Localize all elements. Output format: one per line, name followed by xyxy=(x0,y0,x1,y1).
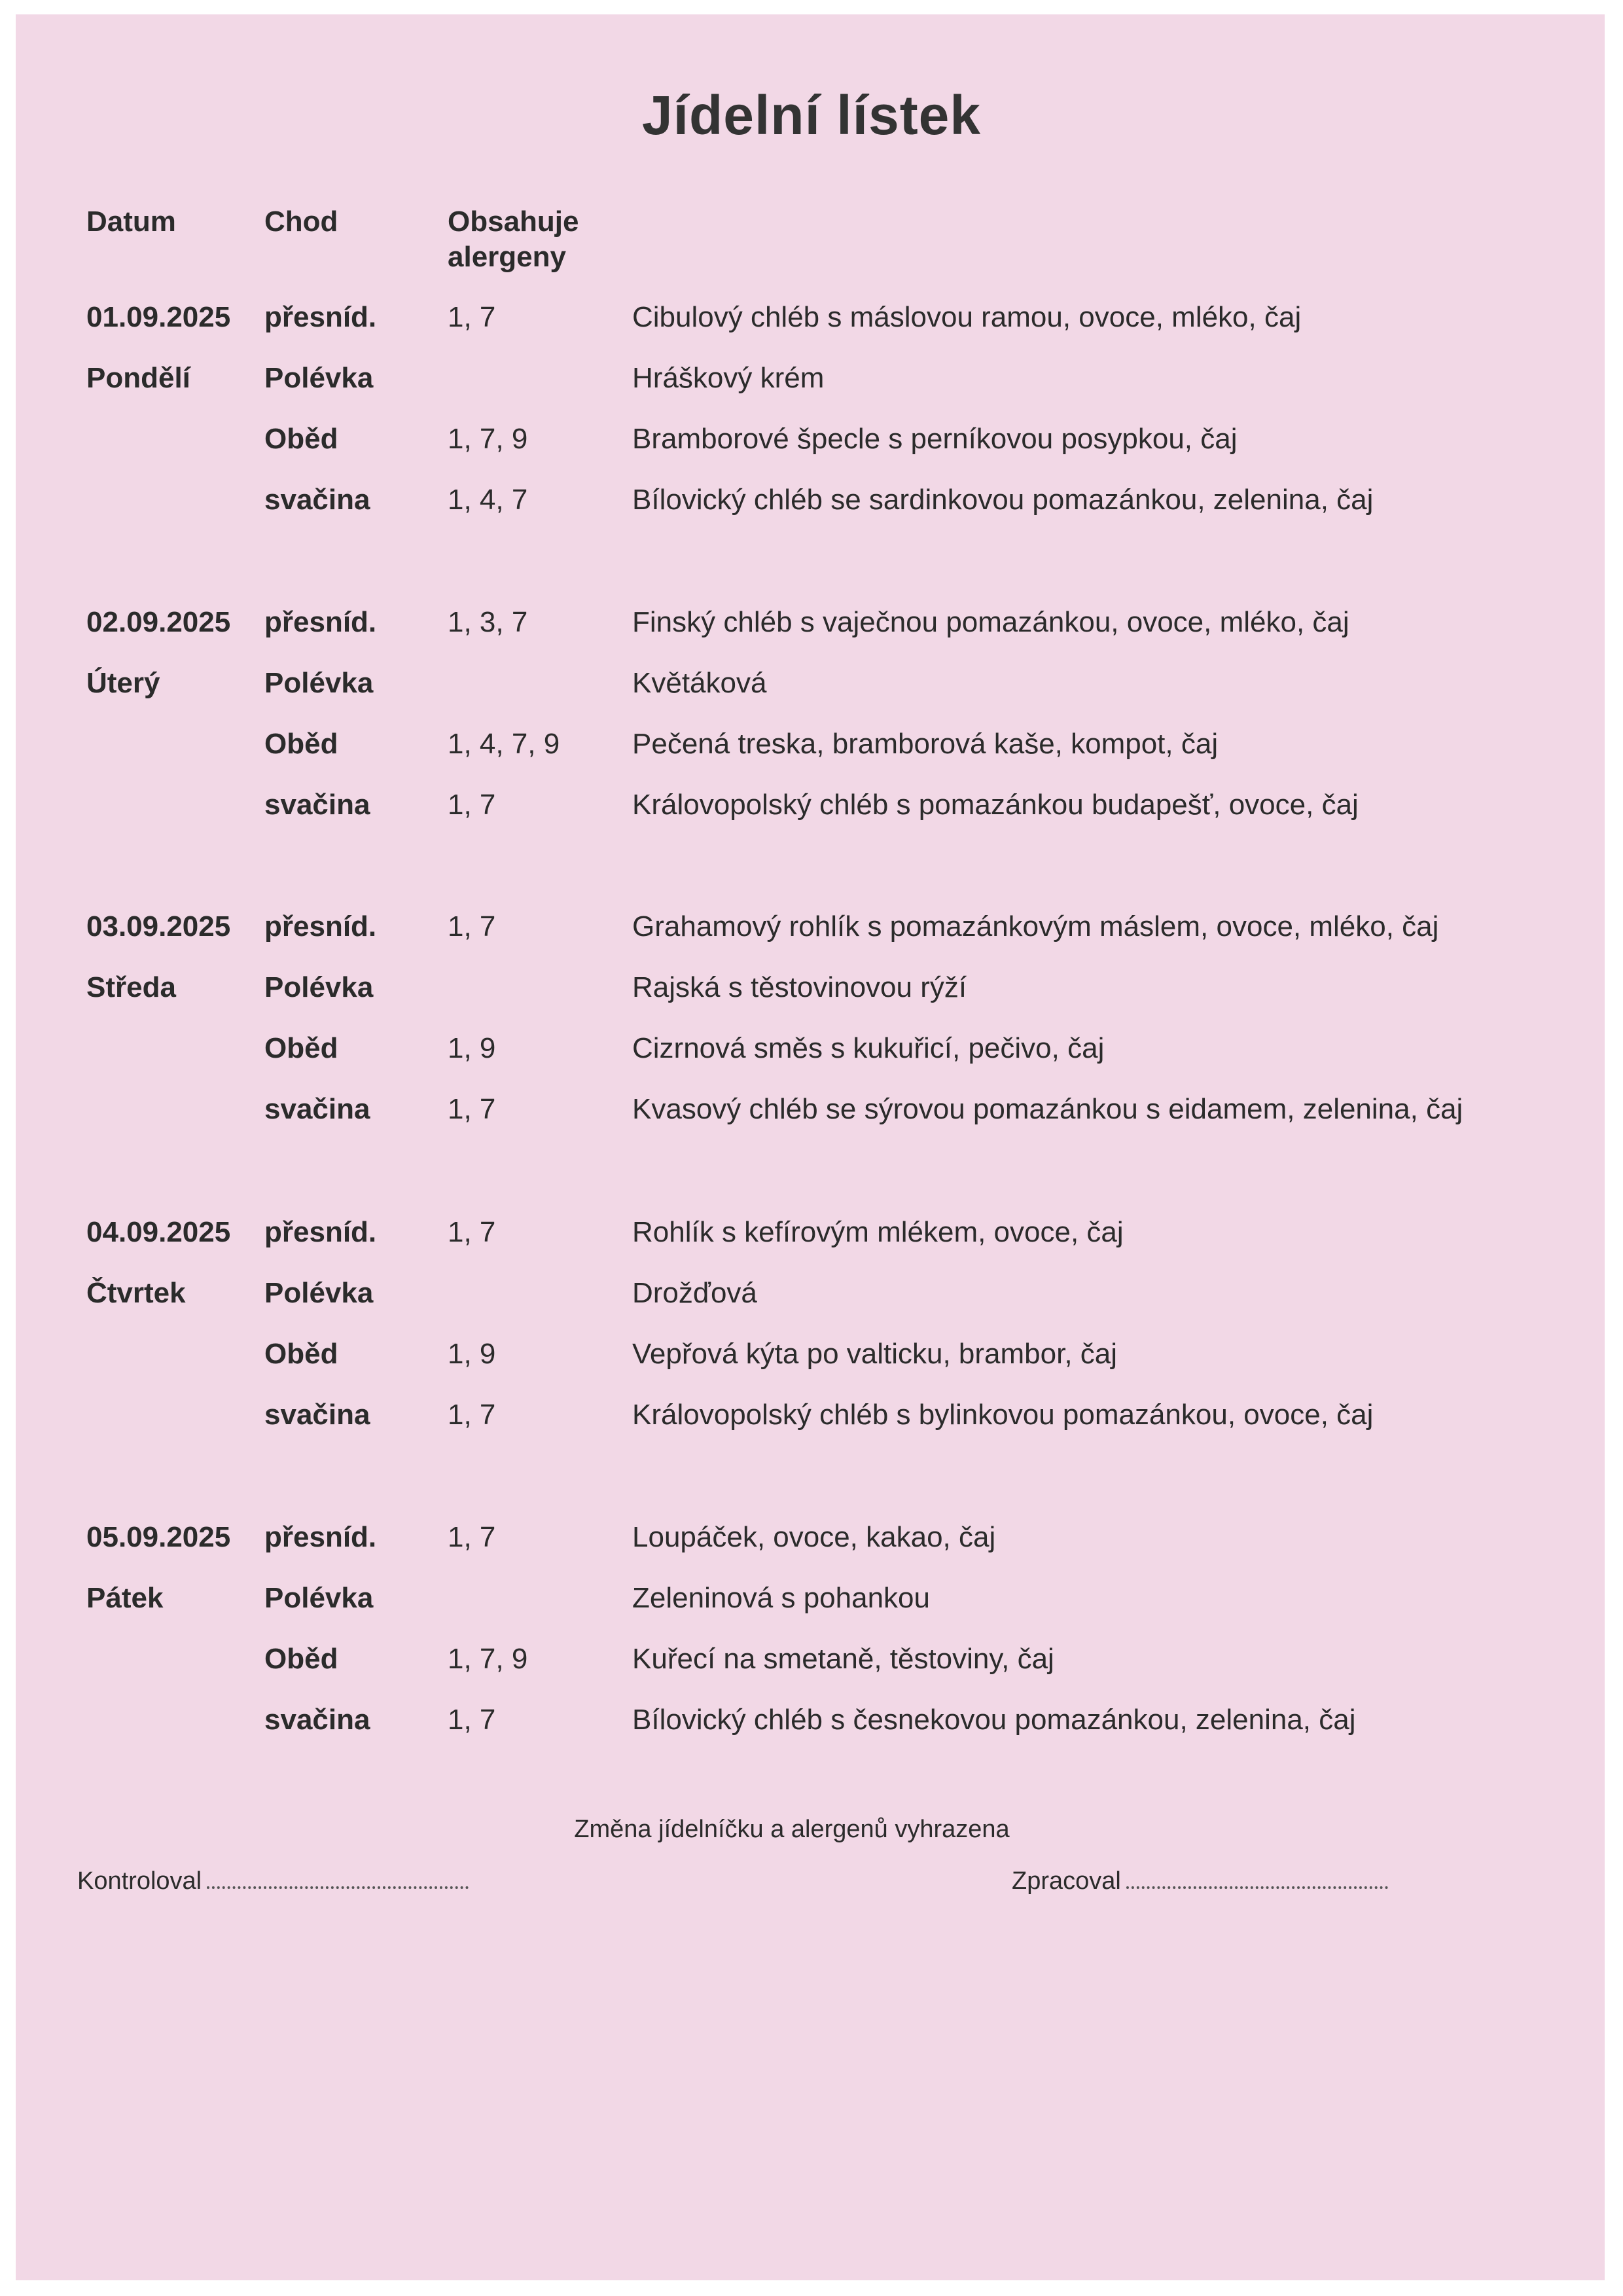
course-label: přesníd. xyxy=(264,1216,377,1248)
checked-label: Kontroloval xyxy=(77,1867,202,1895)
header-date: Datum xyxy=(86,206,176,238)
course-label: přesníd. xyxy=(264,606,377,638)
course-label: Polévka xyxy=(264,667,374,699)
dish: Kvasový chléb se sýrovou pomazánkou s eidamem, zelenina, čaj xyxy=(632,1093,1463,1125)
day-date: 01.09.2025 xyxy=(86,301,231,333)
course-label: Oběd xyxy=(264,1338,338,1370)
allergens: 1, 3, 7 xyxy=(448,606,528,638)
dish: Loupáček, ovoce, kakao, čaj xyxy=(632,1521,996,1553)
day-name: Pátek xyxy=(86,1582,164,1614)
day-date: 04.09.2025 xyxy=(86,1216,231,1248)
dish: Bílovický chléb s česnekovou pomazánkou, zelenina, čaj xyxy=(632,1704,1356,1736)
course-label: Polévka xyxy=(264,1277,374,1309)
dish: Bramborové špecle s perníkovou posypkou, čaj xyxy=(632,423,1238,455)
course-label: svačina xyxy=(264,789,370,821)
course-label: Oběd xyxy=(264,1032,338,1064)
dish: Zeleninová s pohankou xyxy=(632,1582,930,1614)
dish: Kuřecí na smetaně, těstoviny, čaj xyxy=(632,1643,1054,1675)
prepared-label: Zpracoval xyxy=(1012,1867,1121,1895)
dish: Finský chléb s vaječnou pomazánkou, ovoce, mléko, čaj xyxy=(632,606,1349,638)
course-label: přesníd. xyxy=(264,910,377,942)
signature-line xyxy=(207,1867,469,1889)
dish: Rajská s těstovinovou rýží xyxy=(632,971,967,1003)
course-label: Polévka xyxy=(264,362,374,394)
course-label: Oběd xyxy=(264,728,338,760)
dish: Hráškový krém xyxy=(632,362,825,394)
course-label: svačina xyxy=(264,1704,370,1736)
dish: Grahamový rohlík s pomazánkovým máslem, ovoce, mléko, čaj xyxy=(632,910,1439,942)
header-allergens-line1: Obsahuje xyxy=(448,206,579,238)
allergens: 1, 9 xyxy=(448,1032,496,1064)
change-notice: Změna jídelníčku a alergenů vyhrazena xyxy=(574,1816,1010,1843)
allergens: 1, 7 xyxy=(448,1093,496,1125)
allergens: 1, 4, 7 xyxy=(448,484,528,516)
day-name: Středa xyxy=(86,971,176,1003)
allergens: 1, 7 xyxy=(448,301,496,333)
dish: Drožďová xyxy=(632,1277,757,1309)
course-label: svačina xyxy=(264,484,370,516)
dish: Bílovický chléb se sardinkovou pomazánkou, zelenina, čaj xyxy=(632,484,1374,516)
day-date: 03.09.2025 xyxy=(86,910,231,942)
dish: Cibulový chléb s máslovou ramou, ovoce, mléko, čaj xyxy=(632,301,1302,333)
day-date: 05.09.2025 xyxy=(86,1521,231,1553)
day-name: Pondělí xyxy=(86,362,190,394)
day-name: Úterý xyxy=(86,667,160,699)
menu-sheet xyxy=(16,14,1605,2280)
checked-signature xyxy=(77,1867,469,1895)
dish: Pečená treska, bramborová kaše, kompot, čaj xyxy=(632,728,1219,760)
prepared-signature xyxy=(1012,1867,1388,1895)
allergens: 1, 4, 7, 9 xyxy=(448,728,560,760)
allergens: 1, 7, 9 xyxy=(448,423,528,455)
course-label: svačina xyxy=(264,1399,370,1431)
dish: Vepřová kýta po valticku, brambor, čaj xyxy=(632,1338,1118,1370)
dish: Cizrnová směs s kukuřicí, pečivo, čaj xyxy=(632,1032,1105,1064)
header-allergens-line2: alergeny xyxy=(448,241,566,273)
signature-line xyxy=(1126,1867,1388,1889)
course-label: Polévka xyxy=(264,971,374,1003)
allergens: 1, 7 xyxy=(448,1399,496,1431)
course-label: svačina xyxy=(264,1093,370,1125)
dish: Královopolský chléb s bylinkovou pomazánkou, ovoce, čaj xyxy=(632,1399,1374,1431)
dish: Královopolský chléb s pomazánkou budapešť, ovoce, čaj xyxy=(632,789,1359,821)
dish: Květáková xyxy=(632,667,767,699)
header-course: Chod xyxy=(264,206,338,238)
allergens: 1, 7 xyxy=(448,910,496,942)
course-label: Oběd xyxy=(264,1643,338,1675)
day-name: Čtvrtek xyxy=(86,1277,186,1309)
allergens: 1, 7 xyxy=(448,1704,496,1736)
allergens: 1, 7 xyxy=(448,1216,496,1248)
allergens: 1, 7 xyxy=(448,1521,496,1553)
course-label: přesníd. xyxy=(264,301,377,333)
allergens: 1, 9 xyxy=(448,1338,496,1370)
day-date: 02.09.2025 xyxy=(86,606,231,638)
course-label: Oběd xyxy=(264,423,338,455)
allergens: 1, 7 xyxy=(448,789,496,821)
course-label: přesníd. xyxy=(264,1521,377,1553)
dish: Rohlík s kefírovým mlékem, ovoce, čaj xyxy=(632,1216,1124,1248)
allergens: 1, 7, 9 xyxy=(448,1643,528,1675)
page-title: Jídelní lístek xyxy=(641,84,982,146)
course-label: Polévka xyxy=(264,1582,374,1614)
